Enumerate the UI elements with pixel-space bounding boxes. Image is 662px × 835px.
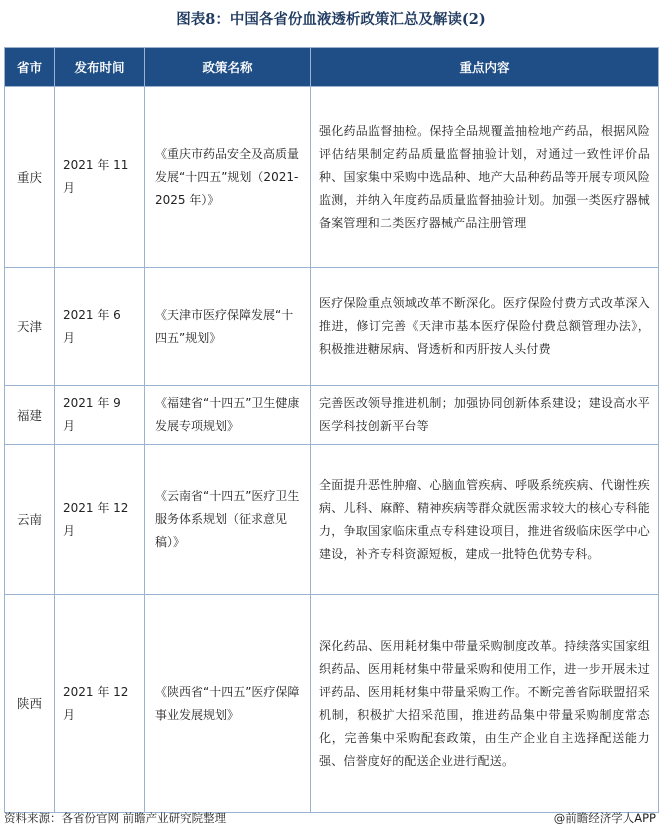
header-policy-name: 政策名称 [145,48,311,87]
province-cell: 天津 [5,268,55,386]
source-note: 资料来源：各省份官网 前瞻产业研究院整理 [4,811,227,825]
province-cell: 重庆 [5,87,55,268]
table-row [5,87,659,268]
policy-name-cell: 《天津市医疗保障发展“十四五”规划》 [145,268,311,386]
table-row [5,386,659,445]
date-cell: 2021 年 9 月 [55,386,145,445]
policy-name-cell: 《福建省“十四五”卫生健康发展专项规划》 [145,386,311,445]
header-province: 省市 [5,48,55,87]
header-row [5,48,659,87]
content-cell: 全面提升恶性肿瘤、心脑血管疾病、呼吸系统疾病、代谢性疾病、儿科、麻醉、精神疾病等群众就医需求较大的核心专科能力，争取国家临床重点专科建设项目，推进省级临床医学中心建设，补齐专科资源短板，建成一批特色优势专科。 [311,445,659,595]
date-cell: 2021 年 12 月 [55,445,145,595]
table-title: 图表8：中国各省份血液透析政策汇总及解读(2) [176,11,486,28]
province-cell: 云南 [5,445,55,595]
header-date: 发布时间 [55,48,145,87]
policy-name-cell: 《云南省“十四五”医疗卫生服务体系规划（征求意见稿）》 [145,445,311,595]
date-cell: 2021 年 6 月 [55,268,145,386]
date-cell: 2021 年 12 月 [55,595,145,813]
header-key-content: 重点内容 [311,48,659,87]
table-row [5,268,659,386]
content-cell: 深化药品、医用耗材集中带量采购制度改革。持续落实国家组织药品、医用耗材集中带量采购和使用工作，进一步开展未过评药品、医用耗材集中带量采购工作。不断完善省际联盟招采机制，积极扩大招采范围，推进药品集中带量采购制度常态化，完善集中采购配套政策，由生产企业自主选择配送能力强、信誉度好的配送企业进行配送。 [311,595,659,813]
content-cell: 医疗保险重点领域改革不断深化。医疗保险付费方式改革深入推进，修订完善《天津市基本医疗保险付费总额管理办法》，积极推进糖尿病、肾透析和丙肝按人头付费 [311,268,659,386]
policy-table [4,47,659,813]
table-row [5,445,659,595]
table-row [5,595,659,813]
province-cell: 陕西 [5,595,55,813]
policy-name-cell: 《重庆市药品安全及高质量发展“十四五”规划（2021-2025 年）》 [145,87,311,268]
province-cell: 福建 [5,386,55,445]
date-cell: 2021 年 11 月 [55,87,145,268]
content-cell: 完善医改领导推进机制；加强协同创新体系建设；建设高水平医学科技创新平台等 [311,386,659,445]
policy-name-cell: 《陕西省“十四五”医疗保障事业发展规划》 [145,595,311,813]
content-cell: 强化药品监督抽检。保持全品规覆盖抽检地产药品，根据风险评估结果制定药品质量监督抽验计划，对通过一致性评价品种、国家集中采购中选品种、地产大品种药品等开展专项风险监测，并纳入年度药品质量监督抽验计划。加强一类医疗器械备案管理和二类医疗器械产品注册管理 [311,87,659,268]
brand-credit: @前瞻经济学人APP [553,811,656,825]
